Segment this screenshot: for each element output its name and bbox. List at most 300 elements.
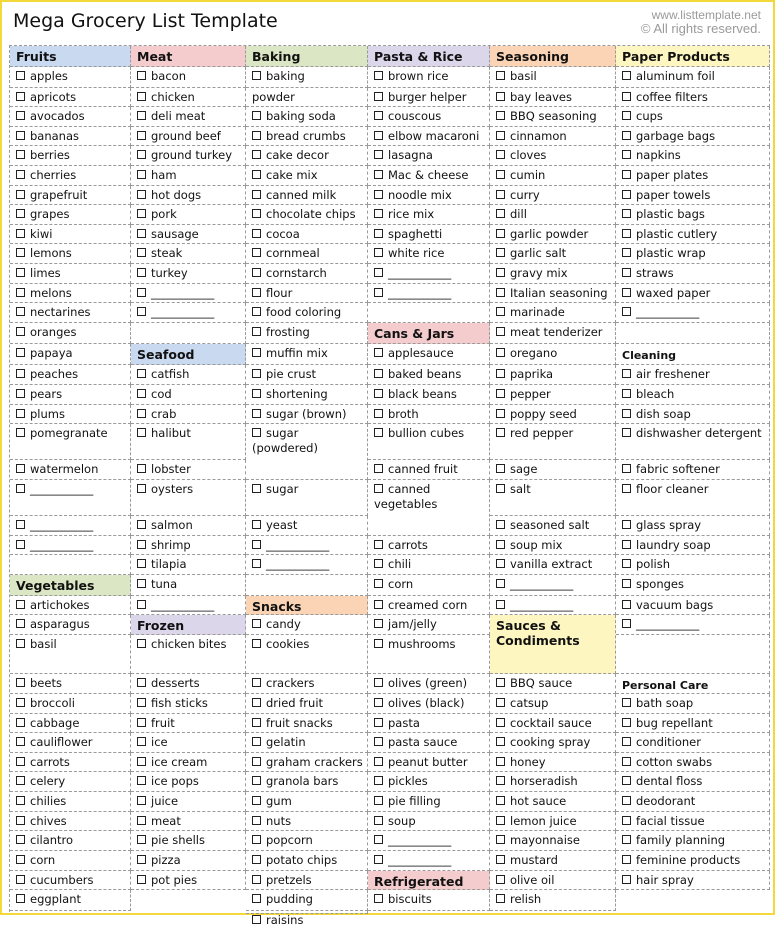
list-item — [10, 424, 131, 460]
checkbox-icon[interactable] — [374, 855, 383, 864]
checkbox-icon[interactable] — [622, 170, 631, 179]
checkbox-icon[interactable] — [252, 111, 261, 120]
item-label: ___________ — [266, 557, 330, 571]
checkbox-icon[interactable] — [16, 150, 25, 159]
checkbox-icon[interactable] — [374, 678, 383, 687]
checkbox-icon[interactable] — [252, 718, 261, 727]
checkbox-icon[interactable] — [16, 248, 25, 257]
checkbox-icon[interactable] — [496, 796, 505, 805]
checkbox-icon[interactable] — [622, 579, 631, 588]
checkbox-icon[interactable] — [374, 600, 383, 609]
checkbox-icon[interactable] — [496, 389, 505, 398]
category-header-cans-jars — [368, 323, 490, 344]
checkbox-icon[interactable] — [374, 71, 383, 80]
checkbox-icon[interactable] — [252, 150, 261, 159]
checkbox-icon[interactable] — [496, 894, 505, 903]
checkbox-icon[interactable] — [496, 369, 505, 378]
checkbox-icon[interactable] — [137, 484, 146, 493]
checkbox-icon[interactable] — [496, 816, 505, 825]
checkbox-icon[interactable] — [496, 190, 505, 199]
checkbox-icon[interactable] — [374, 540, 383, 549]
list-item — [246, 714, 368, 733]
checkbox-icon[interactable] — [252, 520, 261, 529]
checkbox-icon[interactable] — [137, 92, 146, 101]
checkbox-icon[interactable] — [252, 190, 261, 199]
checkbox-icon[interactable] — [622, 816, 631, 825]
checkbox-icon[interactable] — [252, 835, 261, 844]
item-label: eggplant — [30, 892, 82, 906]
checkbox-icon[interactable] — [252, 428, 261, 437]
checkbox-icon[interactable] — [137, 288, 146, 297]
checkbox-icon[interactable] — [16, 409, 25, 418]
list-item — [10, 344, 131, 365]
checkbox-icon[interactable] — [496, 307, 505, 316]
checkbox-icon[interactable] — [496, 288, 505, 297]
checkbox-icon[interactable] — [496, 268, 505, 277]
item-label: juice — [151, 794, 179, 808]
checkbox-icon[interactable] — [496, 520, 505, 529]
checkbox-icon[interactable] — [374, 619, 383, 628]
checkbox-icon[interactable] — [622, 389, 631, 398]
item-label: peanut butter — [388, 755, 468, 769]
checkbox-icon[interactable] — [622, 92, 631, 101]
item-label: cocoa — [266, 227, 300, 241]
checkbox-icon[interactable] — [374, 131, 383, 140]
checkbox-icon[interactable] — [496, 348, 505, 357]
page-title: Mega Grocery List Template — [13, 10, 278, 32]
checkbox-icon[interactable] — [622, 600, 631, 609]
checkbox-icon[interactable] — [252, 796, 261, 805]
checkbox-icon[interactable] — [16, 540, 25, 549]
list-item — [368, 146, 490, 166]
item-label: honey — [510, 755, 546, 769]
checkbox-icon[interactable] — [374, 776, 383, 785]
checkbox-icon[interactable] — [374, 464, 383, 473]
checkbox-icon[interactable] — [622, 464, 631, 473]
checkbox-icon[interactable] — [252, 327, 261, 336]
item-label: meat — [151, 814, 181, 828]
checkbox-icon[interactable] — [374, 348, 383, 357]
item-label: corn — [30, 853, 56, 867]
checkbox-icon[interactable] — [622, 268, 631, 277]
checkbox-icon[interactable] — [16, 348, 25, 357]
checkbox-icon[interactable] — [137, 855, 146, 864]
checkbox-icon[interactable] — [622, 796, 631, 805]
checkbox-icon[interactable] — [16, 428, 25, 437]
checkbox-icon[interactable] — [16, 520, 25, 529]
checkbox-icon[interactable] — [137, 835, 146, 844]
checkbox-icon[interactable] — [622, 248, 631, 257]
checkbox-icon[interactable] — [496, 409, 505, 418]
checkbox-icon[interactable] — [16, 698, 25, 707]
checkbox-icon[interactable] — [252, 348, 261, 357]
checkbox-icon[interactable] — [496, 229, 505, 238]
checkbox-icon[interactable] — [622, 111, 631, 120]
item-label: potato chips — [266, 853, 338, 867]
list-item — [246, 107, 368, 127]
checkbox-icon[interactable] — [496, 737, 505, 746]
checkbox-icon[interactable] — [374, 639, 383, 648]
checkbox-icon[interactable] — [496, 327, 505, 336]
checkbox-icon[interactable] — [374, 389, 383, 398]
checkbox-icon[interactable] — [374, 894, 383, 903]
checkbox-icon[interactable] — [137, 737, 146, 746]
item-label: white rice — [388, 246, 445, 260]
checkbox-icon[interactable] — [374, 150, 383, 159]
checkbox-icon[interactable] — [374, 816, 383, 825]
checkbox-icon[interactable] — [374, 698, 383, 707]
checkbox-icon[interactable] — [622, 288, 631, 297]
checkbox-icon[interactable] — [622, 428, 631, 437]
item-label: ___________ — [510, 598, 574, 612]
checkbox-icon[interactable] — [252, 619, 261, 628]
checkbox-icon[interactable] — [16, 71, 25, 80]
checkbox-icon[interactable] — [374, 268, 383, 277]
checkbox-icon[interactable] — [252, 559, 261, 568]
item-label: cherries — [30, 168, 77, 182]
list-item — [368, 674, 490, 694]
list-item — [616, 225, 770, 244]
item-label: fruit — [151, 716, 175, 730]
checkbox-icon[interactable] — [16, 718, 25, 727]
checkbox-icon[interactable] — [374, 757, 383, 766]
checkbox-icon[interactable] — [16, 307, 25, 316]
checkbox-icon[interactable] — [16, 369, 25, 378]
checkbox-icon[interactable] — [137, 796, 146, 805]
checkbox-icon[interactable] — [374, 248, 383, 257]
list-item — [246, 405, 368, 424]
item-label: tilapia — [151, 557, 187, 571]
checkbox-icon[interactable] — [622, 71, 631, 80]
checkbox-icon[interactable] — [374, 190, 383, 199]
checkbox-icon[interactable] — [16, 288, 25, 297]
checkbox-icon[interactable] — [374, 92, 383, 101]
checkbox-icon[interactable] — [496, 835, 505, 844]
checkbox-icon[interactable] — [137, 190, 146, 199]
checkbox-icon[interactable] — [622, 484, 631, 493]
checkbox-icon[interactable] — [252, 170, 261, 179]
item-label: cornmeal — [266, 246, 320, 260]
checkbox-icon[interactable] — [16, 92, 25, 101]
item-label: sugar — [266, 426, 299, 440]
checkbox-icon[interactable] — [137, 369, 146, 378]
checkbox-icon[interactable] — [496, 855, 505, 864]
checkbox-icon[interactable] — [496, 170, 505, 179]
checkbox-icon[interactable] — [252, 409, 261, 418]
list-item — [131, 674, 246, 694]
checkbox-icon[interactable] — [137, 875, 146, 884]
checkbox-icon[interactable] — [137, 71, 146, 80]
category-header-frozen — [131, 615, 246, 635]
item-label: desserts — [151, 676, 200, 690]
list-item — [246, 480, 368, 516]
checkbox-icon[interactable] — [622, 757, 631, 766]
item-label: conditioner — [636, 735, 701, 749]
list-item — [616, 596, 770, 615]
checkbox-icon[interactable] — [137, 268, 146, 277]
checkbox-icon[interactable] — [496, 698, 505, 707]
checkbox-icon[interactable] — [252, 369, 261, 378]
checkbox-icon[interactable] — [252, 307, 261, 316]
checkbox-icon[interactable] — [622, 875, 631, 884]
item-label: chives — [30, 814, 67, 828]
checkbox-icon[interactable] — [496, 209, 505, 218]
item-label: ground beef — [151, 129, 221, 143]
checkbox-icon[interactable] — [16, 639, 25, 648]
checkbox-icon[interactable] — [16, 131, 25, 140]
checkbox-icon[interactable] — [496, 92, 505, 101]
checkbox-icon[interactable] — [16, 835, 25, 844]
list-item — [131, 831, 246, 851]
checkbox-icon[interactable] — [252, 816, 261, 825]
list-item — [368, 596, 490, 615]
checkbox-icon[interactable] — [16, 484, 25, 493]
checkbox-icon[interactable] — [137, 170, 146, 179]
checkbox-icon[interactable] — [252, 757, 261, 766]
checkbox-icon[interactable] — [16, 757, 25, 766]
checkbox-icon[interactable] — [137, 540, 146, 549]
list-item — [490, 344, 616, 365]
checkbox-icon[interactable] — [622, 369, 631, 378]
checkbox-icon[interactable] — [374, 737, 383, 746]
checkbox-icon[interactable] — [496, 579, 505, 588]
item-label: cornstarch — [266, 266, 327, 280]
item-label: mustard — [510, 853, 558, 867]
checkbox-icon[interactable] — [622, 209, 631, 218]
checkbox-icon[interactable] — [137, 698, 146, 707]
checkbox-icon[interactable] — [137, 307, 146, 316]
checkbox-icon[interactable] — [374, 428, 383, 437]
checkbox-icon[interactable] — [622, 776, 631, 785]
checkbox-icon[interactable] — [16, 389, 25, 398]
item-label: plastic bags — [636, 207, 705, 221]
checkbox-icon[interactable] — [622, 229, 631, 238]
checkbox-icon[interactable] — [496, 464, 505, 473]
checkbox-icon[interactable] — [622, 559, 631, 568]
list-item — [10, 88, 131, 107]
checkbox-icon[interactable] — [622, 835, 631, 844]
checkbox-icon[interactable] — [496, 428, 505, 437]
checkbox-icon[interactable] — [16, 737, 25, 746]
checkbox-icon[interactable] — [16, 190, 25, 199]
checkbox-icon[interactable] — [16, 464, 25, 473]
checkbox-icon[interactable] — [16, 327, 25, 336]
list-item — [616, 772, 770, 792]
checkbox-icon[interactable] — [496, 757, 505, 766]
list-item — [490, 516, 616, 536]
checkbox-icon[interactable] — [496, 540, 505, 549]
checkbox-icon[interactable] — [374, 409, 383, 418]
list-item — [131, 733, 246, 753]
checkbox-icon[interactable] — [622, 131, 631, 140]
checkbox-icon[interactable] — [252, 131, 261, 140]
checkbox-icon[interactable] — [137, 559, 146, 568]
checkbox-icon[interactable] — [374, 288, 383, 297]
checkbox-icon[interactable] — [137, 428, 146, 437]
checkbox-icon[interactable] — [252, 776, 261, 785]
checkbox-icon[interactable] — [137, 209, 146, 218]
checkbox-icon[interactable] — [252, 894, 261, 903]
checkbox-icon[interactable] — [496, 776, 505, 785]
list-item — [10, 303, 131, 323]
checkbox-icon[interactable] — [252, 484, 261, 493]
category-header-baking — [246, 46, 368, 67]
checkbox-icon[interactable] — [622, 718, 631, 727]
checkbox-icon[interactable] — [374, 835, 383, 844]
checkbox-icon[interactable] — [252, 678, 261, 687]
checkbox-icon[interactable] — [16, 776, 25, 785]
checkbox-icon[interactable] — [622, 737, 631, 746]
checkbox-icon[interactable] — [137, 520, 146, 529]
checkbox-icon[interactable] — [374, 484, 383, 493]
checkbox-icon[interactable] — [374, 796, 383, 805]
checkbox-icon[interactable] — [137, 389, 146, 398]
checkbox-icon[interactable] — [622, 698, 631, 707]
item-label: avocados — [30, 109, 85, 123]
checkbox-icon[interactable] — [252, 229, 261, 238]
checkbox-icon[interactable] — [252, 855, 261, 864]
list-item — [10, 67, 131, 88]
checkbox-icon[interactable] — [16, 796, 25, 805]
item-label: hair spray — [636, 873, 694, 887]
checkbox-icon[interactable] — [496, 484, 505, 493]
checkbox-icon[interactable] — [16, 170, 25, 179]
list-item — [368, 244, 490, 264]
checkbox-icon[interactable] — [496, 600, 505, 609]
checkbox-icon[interactable] — [252, 737, 261, 746]
item-label: applesauce — [388, 346, 454, 360]
checkbox-icon[interactable] — [16, 678, 25, 687]
checkbox-icon[interactable] — [137, 757, 146, 766]
checkbox-icon[interactable] — [252, 389, 261, 398]
checkbox-icon[interactable] — [374, 369, 383, 378]
checkbox-icon[interactable] — [137, 678, 146, 687]
checkbox-icon[interactable] — [137, 639, 146, 648]
checkbox-icon[interactable] — [137, 579, 146, 588]
list-item — [131, 812, 246, 831]
checkbox-icon[interactable] — [252, 209, 261, 218]
checkbox-icon[interactable] — [622, 540, 631, 549]
checkbox-icon[interactable] — [16, 600, 25, 609]
item-label: pot pies — [151, 873, 198, 887]
item-label: steak — [151, 246, 183, 260]
checkbox-icon[interactable] — [252, 639, 261, 648]
checkbox-icon[interactable] — [252, 698, 261, 707]
checkbox-icon[interactable] — [374, 559, 383, 568]
checkbox-icon[interactable] — [137, 111, 146, 120]
item-label: pie filling — [388, 794, 441, 808]
checkbox-icon[interactable] — [137, 718, 146, 727]
list-item — [246, 792, 368, 812]
checkbox-icon[interactable] — [496, 875, 505, 884]
checkbox-icon[interactable] — [496, 111, 505, 120]
checkbox-icon[interactable] — [16, 229, 25, 238]
item-label: paprika — [510, 367, 554, 381]
checkbox-icon[interactable] — [137, 150, 146, 159]
checkbox-icon[interactable] — [622, 520, 631, 529]
item-label: baking — [266, 69, 305, 83]
checkbox-icon[interactable] — [622, 855, 631, 864]
checkbox-icon[interactable] — [374, 718, 383, 727]
list-item — [616, 127, 770, 146]
item-label: broth — [388, 407, 419, 421]
item-label: ___________ — [388, 853, 452, 867]
checkbox-icon[interactable] — [374, 209, 383, 218]
checkbox-icon[interactable] — [16, 816, 25, 825]
checkbox-icon[interactable] — [252, 268, 261, 277]
checkbox-icon[interactable] — [16, 111, 25, 120]
checkbox-icon[interactable] — [137, 409, 146, 418]
checkbox-icon[interactable] — [137, 464, 146, 473]
item-label: garlic powder — [510, 227, 589, 241]
checkbox-icon[interactable] — [496, 678, 505, 687]
checkbox-icon[interactable] — [137, 248, 146, 257]
item-label: cloves — [510, 148, 547, 162]
list-item — [10, 792, 131, 812]
item-label: kiwi — [30, 227, 53, 241]
checkbox-icon[interactable] — [496, 559, 505, 568]
list-item — [368, 405, 490, 424]
checkbox-icon[interactable] — [496, 718, 505, 727]
item-label: cake mix — [266, 168, 318, 182]
checkbox-icon[interactable] — [16, 619, 25, 628]
list-item — [131, 714, 246, 733]
item-label: basil — [510, 69, 537, 83]
checkbox-icon[interactable] — [496, 71, 505, 80]
checkbox-icon[interactable] — [622, 150, 631, 159]
list-item — [490, 385, 616, 405]
list-item — [368, 264, 490, 284]
checkbox-icon[interactable] — [622, 190, 631, 199]
item-label: bleach — [636, 387, 675, 401]
checkbox-icon[interactable] — [252, 248, 261, 257]
checkbox-icon[interactable] — [252, 71, 261, 80]
checkbox-icon[interactable] — [252, 875, 261, 884]
item-label: mayonnaise — [510, 833, 580, 847]
item-label: ___________ — [151, 286, 215, 300]
checkbox-icon[interactable] — [622, 619, 631, 628]
grocery-column — [131, 46, 246, 912]
checkbox-icon[interactable] — [252, 288, 261, 297]
checkbox-icon[interactable] — [374, 111, 383, 120]
checkbox-icon[interactable] — [496, 248, 505, 257]
checkbox-icon[interactable] — [496, 131, 505, 140]
checkbox-icon[interactable] — [137, 229, 146, 238]
checkbox-icon[interactable] — [137, 600, 146, 609]
list-item — [131, 753, 246, 772]
checkbox-icon[interactable] — [374, 229, 383, 238]
checkbox-icon[interactable] — [622, 409, 631, 418]
checkbox-icon[interactable] — [374, 579, 383, 588]
list-item — [131, 264, 246, 284]
list-item — [246, 146, 368, 166]
checkbox-icon[interactable] — [16, 875, 25, 884]
checkbox-icon[interactable] — [16, 209, 25, 218]
checkbox-icon[interactable] — [252, 540, 261, 549]
item-label: deodorant — [636, 794, 696, 808]
checkbox-icon[interactable] — [16, 894, 25, 903]
checkbox-icon[interactable] — [374, 170, 383, 179]
checkbox-icon[interactable] — [16, 855, 25, 864]
checkbox-icon[interactable] — [252, 915, 261, 924]
checkbox-icon[interactable] — [622, 307, 631, 316]
checkbox-icon[interactable] — [137, 816, 146, 825]
item-label: plums — [30, 407, 65, 421]
checkbox-icon[interactable] — [496, 150, 505, 159]
checkbox-icon[interactable] — [137, 131, 146, 140]
checkbox-icon[interactable] — [16, 268, 25, 277]
checkbox-icon[interactable] — [137, 776, 146, 785]
